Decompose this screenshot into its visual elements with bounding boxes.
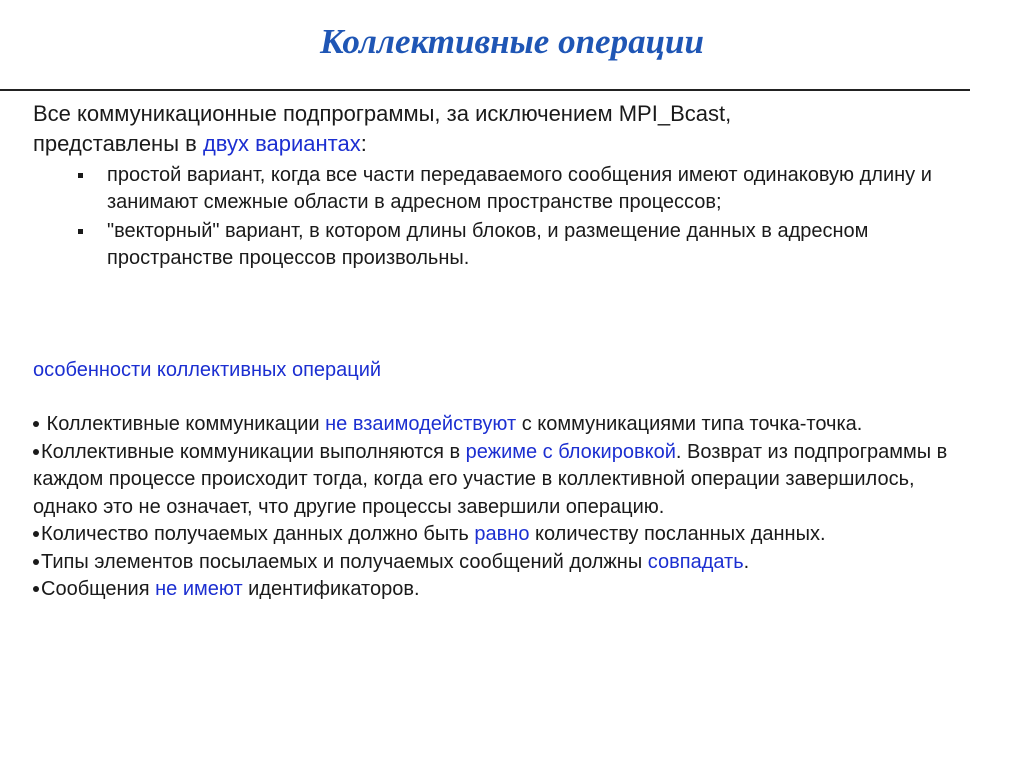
slide-title: Коллективные операции: [320, 22, 704, 61]
variant-text: "векторный" вариант, в котором длины блоков, и размещение данных в адресном пространстве процессов произвольны.: [107, 220, 869, 269]
variant-item-simple: [76, 162, 936, 216]
feature-text: Коллективные коммуникации выполняются в: [41, 440, 466, 463]
feature-highlight: не имеют: [155, 578, 243, 600]
square-bullet-icon: [78, 229, 83, 234]
feature-text: с коммуникациями типа точка-точка.: [516, 413, 863, 435]
feature-highlight: режиме с блокировкой: [465, 440, 676, 463]
feature-highlight: равно: [474, 523, 530, 545]
dot-bullet-icon: [33, 559, 39, 565]
feature-text: идентификаторов.: [242, 578, 420, 600]
feature-item-blocking: [33, 439, 978, 522]
feature-highlight: совпадать: [647, 550, 744, 573]
variant-item-vector: [76, 218, 936, 272]
square-bullet-icon: [78, 173, 83, 178]
intro-highlight: двух вариантах: [202, 131, 361, 156]
dot-bullet-icon: [33, 586, 39, 592]
features-list: [33, 411, 978, 604]
intro-paragraph: [33, 99, 933, 159]
feature-text: . Возврат из подпрограммы в каждом процессе происходит тогда, когда его участие в коллективной операции завершилось, однако это не означает, что другие процессы завершили операцию.: [33, 440, 948, 518]
feature-highlight: не взаимодействуют: [325, 413, 517, 435]
variants-list: [76, 162, 936, 274]
feature-text: количеству посланных данных.: [529, 523, 826, 545]
dot-bullet-icon: [33, 421, 39, 427]
feature-text: Коллективные коммуникации: [41, 413, 326, 435]
variant-text: простой вариант, когда все части передаваемого сообщения имеют одинаковую длину и занимают смежные области в адресном пространстве процессов;: [107, 164, 932, 213]
intro-line-1: Все коммуникационные подпрограммы, за исключением MPI_Bcast,: [33, 101, 732, 126]
feature-item-types: [33, 549, 978, 577]
dot-bullet-icon: [33, 531, 39, 537]
intro-line-2-end: :: [360, 131, 367, 156]
feature-text: .: [743, 550, 750, 573]
title-divider: [0, 89, 970, 91]
feature-text: Типы элементов посылаемых и получаемых сообщений должны: [41, 550, 648, 573]
feature-text: Сообщения: [41, 578, 156, 600]
dot-bullet-icon: [33, 449, 39, 455]
intro-line-2-text: представлены в: [33, 131, 203, 156]
feature-text: Количество получаемых данных должно быть: [41, 523, 475, 545]
intro-line-2: [33, 129, 933, 159]
features-heading: особенности коллективных операций: [33, 359, 382, 381]
feature-item-ids: [33, 576, 978, 604]
feature-item-p2p: [33, 411, 978, 439]
feature-item-count: [33, 521, 978, 549]
